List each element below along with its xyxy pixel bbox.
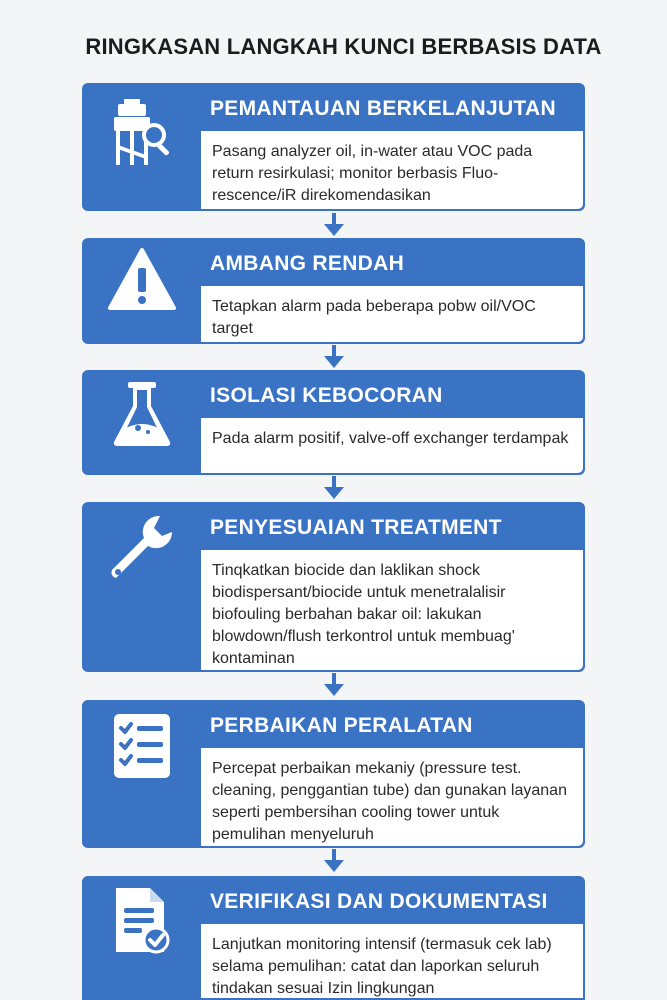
- warning-triangle-icon: [104, 242, 180, 318]
- page-title: RINGKASAN LANGKAH KUNCI BERBASIS DATA: [85, 34, 602, 59]
- step-title: PERBAIKAN PERALATAN: [210, 714, 473, 737]
- flask-icon: [104, 376, 180, 452]
- down-arrow-icon: [323, 673, 345, 697]
- wrench-icon: [104, 510, 180, 586]
- step-description: Tinqkatkan biocide dan laklikan shock biodispersant/biocide untuk menetralalisir biofouling berbahan bakar oil: lakukan blowdown/flush terkontrol untuk membuag' kontaminan: [201, 550, 583, 670]
- step-description: Tetapkan alarm pada beberapa pobw oil/VOC target: [201, 286, 583, 342]
- step-title: VERIFIKASI DAN DOKUMENTASI: [210, 890, 548, 913]
- water-tower-magnifier-icon: [104, 93, 180, 169]
- step-title: AMBANG RENDAH: [210, 252, 405, 275]
- checklist-icon: [104, 708, 180, 784]
- step-title: ISOLASI KEBOCORAN: [210, 384, 443, 407]
- document-check-icon: [104, 882, 180, 958]
- down-arrow-icon: [323, 849, 345, 873]
- down-arrow-icon: [323, 213, 345, 237]
- step-card-verification: [82, 876, 585, 1000]
- step-card-treatment: [82, 502, 585, 672]
- step-title: PEMANTAUAN BERKELANJUTAN: [210, 97, 556, 120]
- down-arrow-icon: [323, 345, 345, 369]
- step-description: Pasang analyzer oil, in-water atau VOC pada return resirkulasi; monitor berbasis Fluo-rescence/iR direkomendasikan: [201, 131, 583, 209]
- step-description: Lanjutkan monitoring intensif (termasuk cek lab) selama pemulihan: catat dan laporkan seluruh tindakan sesuai Izin lingkungan: [201, 924, 583, 998]
- step-description: Pada alarm positif, valve-off exchanger terdampak: [201, 418, 583, 473]
- down-arrow-icon: [323, 476, 345, 500]
- step-card-threshold: [82, 238, 585, 344]
- step-title: PENYESUAIAN TREATMENT: [210, 516, 502, 539]
- step-description: Percepat perbaikan mekaniy (pressure test. cleaning, penggantian tube) dan gunakan layanan seperti pembersihan cooling tower untuk pemulihan menyeluruh: [201, 748, 583, 846]
- step-card-monitoring: [82, 83, 585, 211]
- step-card-equipment-repair: [82, 700, 585, 848]
- step-card-leak-isolation: [82, 370, 585, 475]
